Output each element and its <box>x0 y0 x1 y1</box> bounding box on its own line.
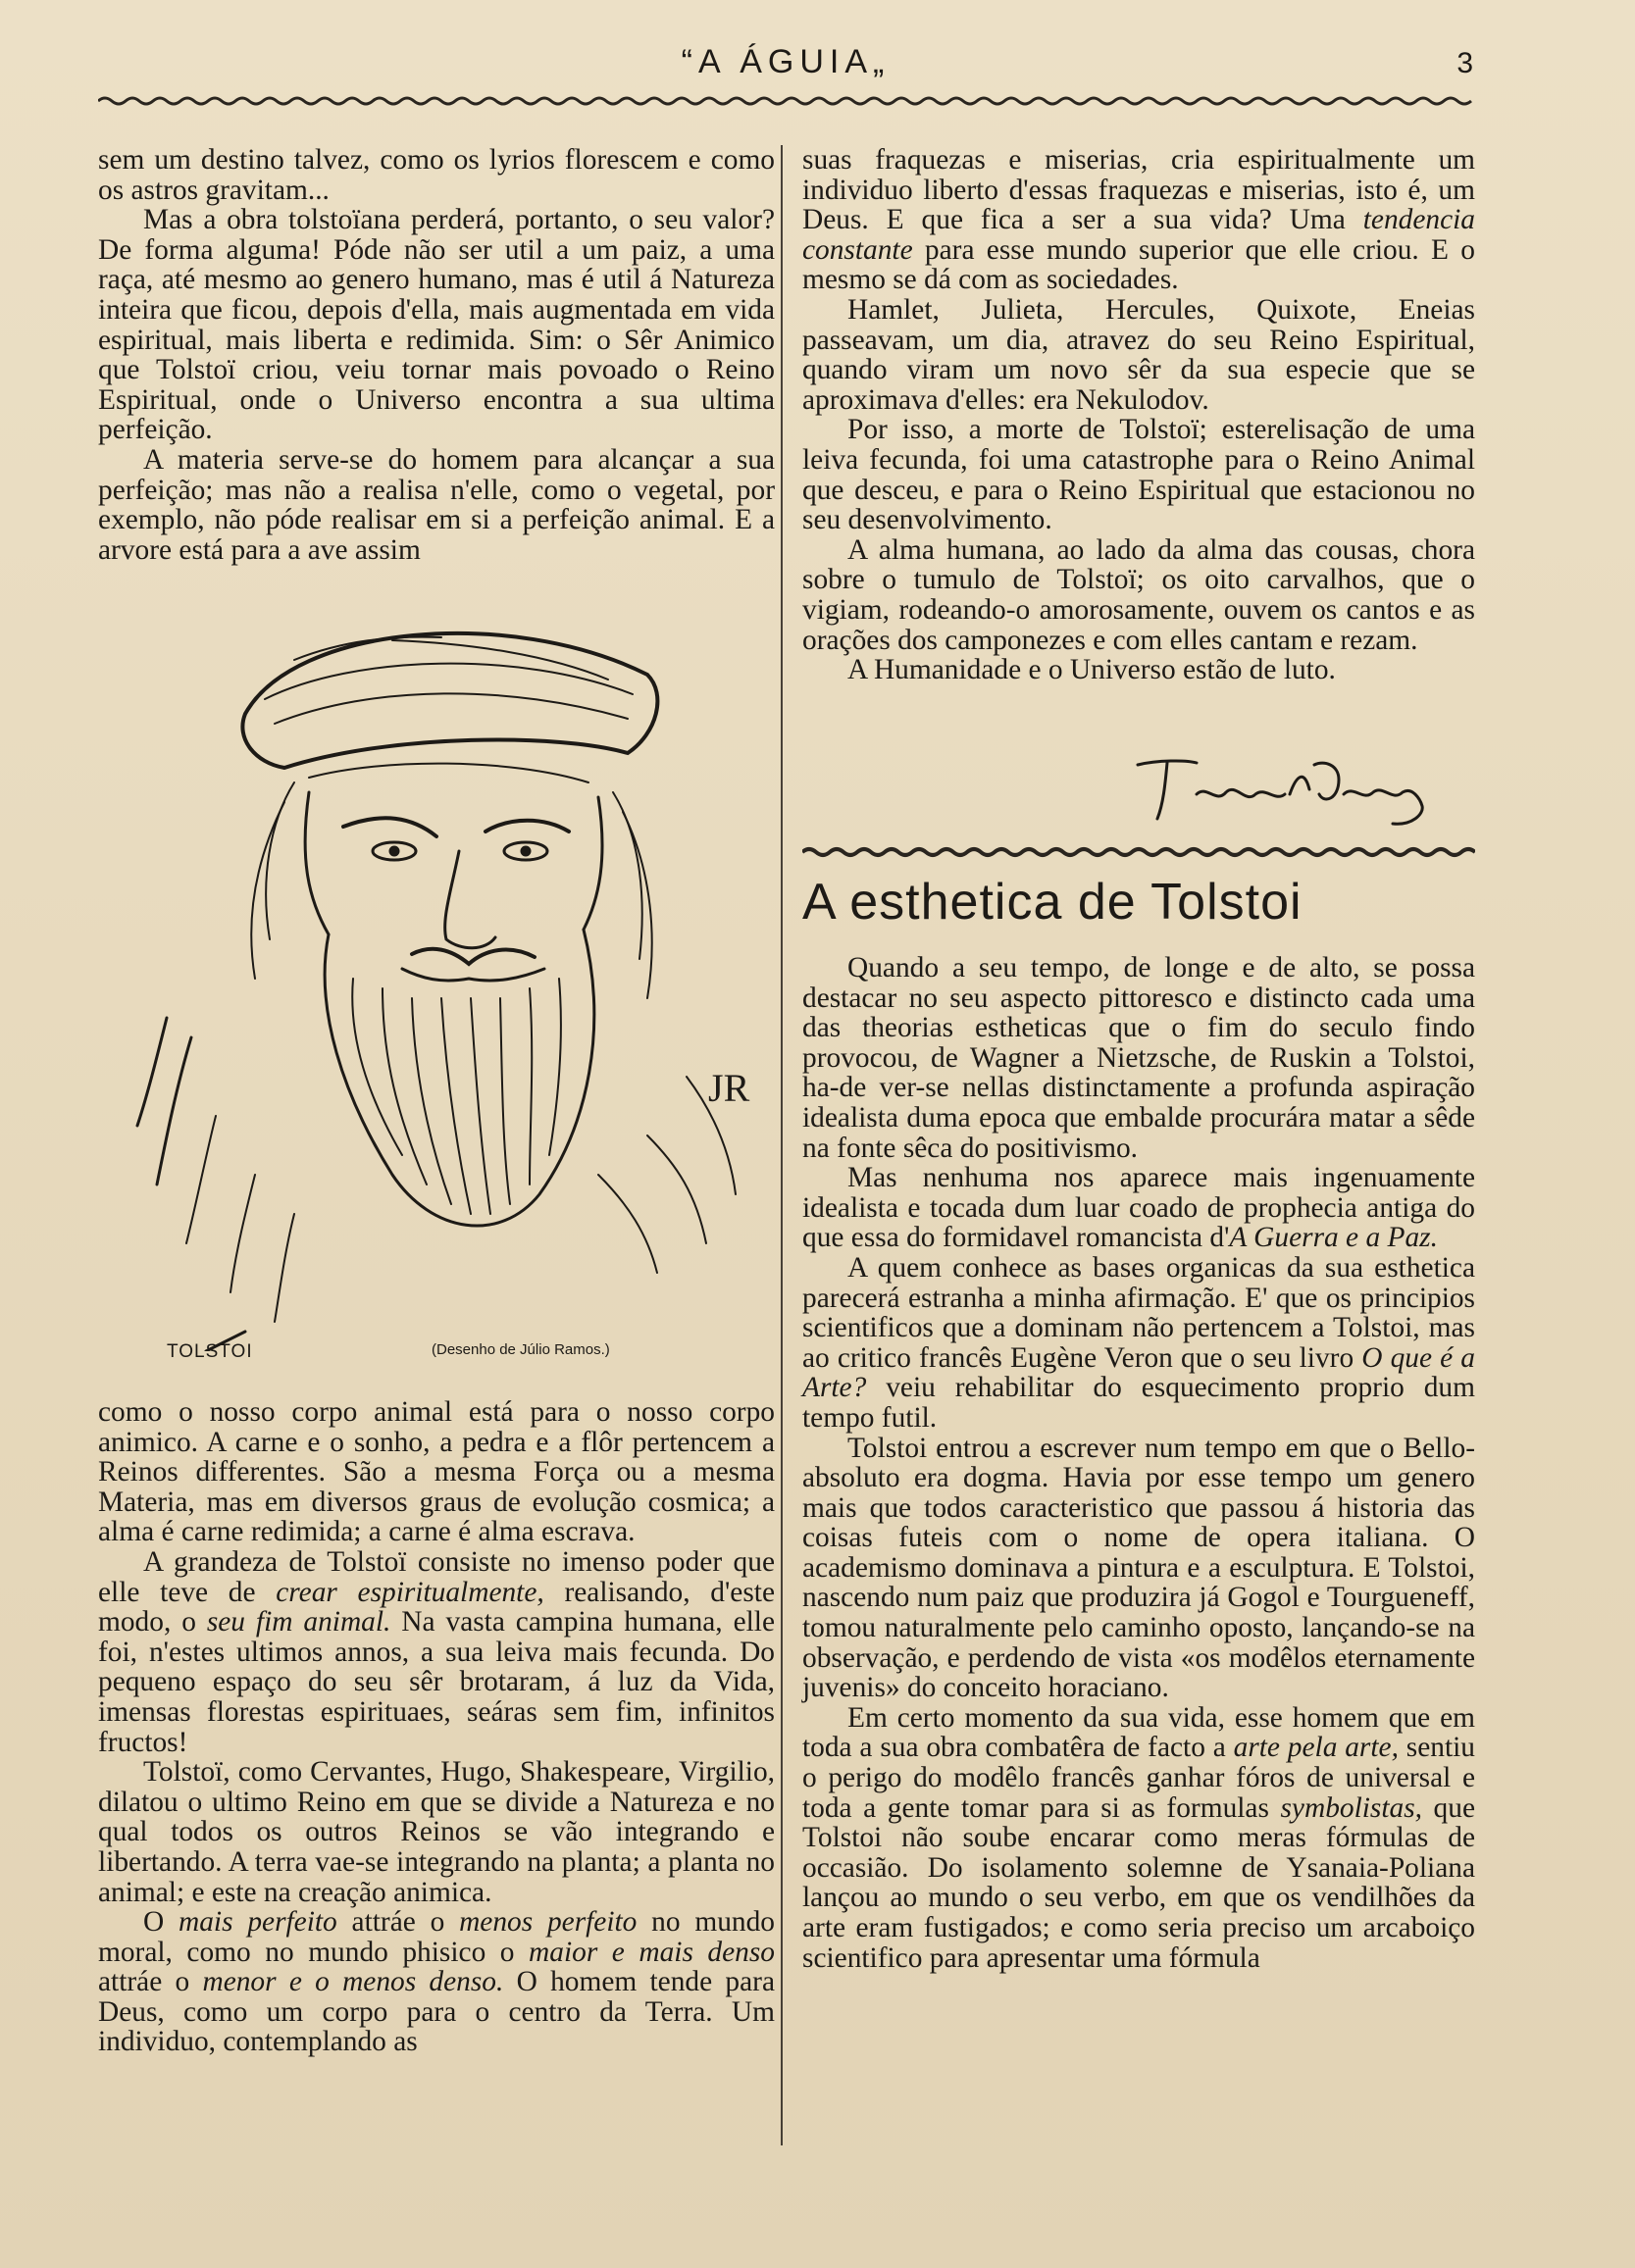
tolstoi-portrait-illustration <box>98 567 775 1351</box>
paragraph: Mas nenhuma nos aparece mais ingenuamente idealista e tocada dum luar coado de prophecia antiga do que essa do formidavel romancista d'A Guerra e a Paz. <box>802 1162 1475 1254</box>
paragraph: Quando a seu tempo, de longe e de alto, se possa destacar no seu aspecto pittoresco e distincto cada uma das theorias estheticas que o fim do seculo findo provocou, de Wagner a Nietzsche, de Ruskin a Tolstoi, ha-de ver-se nellas distinctamente a profunda aspiração idealista duma epoca que embalde procurára matar a sêde na fonte sêca do positivismo. <box>802 952 1475 1164</box>
paragraph: A materia serve-se do homem para alcançar a sua perfeição; mas não a realisa n'elle, como o vegetal, por exemplo, não póde realisar em si a perfeição animal. E a arvore está para a ave assim <box>98 443 775 566</box>
paragraph: Mas a obra tolstoïana perderá, portanto, o seu valor? De forma alguma! Póde não ser util a um paiz, a uma raça, até mesmo ao genero humano, mas é util á Natureza inteira que ficou, depois d'ella, mais augmentada em vida espiritual, mais liberta e redimida. Sim: o Sêr Animico que Tolstoï criou, veiu tornar mais povoado o Reino Espiritual, onde o Universo encontra a sua ultima perfeição. <box>98 204 775 446</box>
illustration-caption-subject: TOLSTOI <box>167 1341 253 1362</box>
right-column-top <box>802 145 1475 685</box>
paragraph: sem um destino talvez, como os lyrios florescem e como os astros gravitam... <box>98 144 775 206</box>
illustration-caption-credit: (Desenho de Júlio Ramos.) <box>432 1341 610 1358</box>
header-ornamental-rule <box>98 94 1476 108</box>
paragraph: Hamlet, Julieta, Hercules, Quixote, Eneias passeavam, um dia, atravez do seu Reino Espiritual, quando viram um novo sêr da sua especie que se aproximava d'elles: era Nekulodov. <box>802 293 1475 416</box>
paragraph: O mais perfeito attráe o menos perfeito no mundo moral, como no mundo phisico o maior e mais denso attráe o menor e o menos denso. O homem tende para Deus, como um corpo para o centro da Terra. Um individuo, contemplando as <box>98 1906 775 2058</box>
paragraph: A quem conhece as bases organicas da sua esthetica parecerá estranha a minha afirmação. E' que os principios scientificos que a dominam não pertencem a Tolstoi, mas ao critico francês Eugène Veron que o seu livro O que é a Arte? veiu rehabilitar do esquecimento proprio dum tempo futil. <box>802 1251 1475 1434</box>
handwritten-signature <box>1128 745 1432 833</box>
paragraph: A alma humana, ao lado da alma das cousas, chora sobre o tumulo de Tolstoï; os oito carvalhos, que o vigiam, rodeando-o amorosamente, ouvem os cantos e as orações dos camponezes e com elles cantam e rezam. <box>802 533 1475 656</box>
paragraph: Em certo momento da sua vida, esse homem que em toda a sua obra combatêra de facto a arte pela arte, sentiu o perigo do modêlo francês ganhar fóros de universal e toda a gente tomar para si as formulas symbolistas, que Tolstoi não soube encarar como meras fórmulas de occasião. Do isolamento solemne de Ysanaia-Poliana lançou ao mundo o seu verbo, em que os vendilhões da arte eram fustigados; e como seria preciso um arcaboiço scientifico para apresentar uma fórmula <box>802 1701 1475 1974</box>
paragraph: A Humanidade e o Universo estão de luto. <box>847 654 1336 686</box>
article-body <box>802 953 1475 1973</box>
paragraph: A grandeza de Tolstoï consiste no imenso poder que elle teve de crear espiritualmente, realisando, d'este modo, o seu fim animal. Na vasta campina humana, elle foi, n'estes ultimos annos, a sua leiva mais fecunda. Do pequeno espaço do seu sêr brotaram, á luz da Vida, imensas florestas espirituaes, seáras sem fim, infinitos fructos! <box>98 1545 775 1758</box>
paragraph: como o nosso corpo animal está para o nosso corpo animico. A carne e o sonho, a pedra e a flôr pertencem a Reinos differentes. São a mesma Força ou a mesma Materia, mas em diversos graus de evolução cosmica; a alma é carne redimida; a carne é alma escrava. <box>98 1396 775 1548</box>
page-number: 3 <box>1456 47 1473 79</box>
paragraph: Por isso, a morte de Tolstoï; esterelisação de uma leiva fecunda, foi uma catastrophe para o Reino Animal que desceu, e para o Reino Espiritual que estacionou no seu desenvolvimento. <box>802 414 1475 536</box>
left-column-top <box>98 145 775 565</box>
paragraph: Tolstoï, como Cervantes, Hugo, Shakespeare, Virgilio, dilatou o ultimo Reino em que se divide a Natureza e no qual todos os outros Reinos se vão integrando e libertando. A terra vae-se integrando na planta; a planta no animal; e este na creação animica. <box>98 1756 775 1908</box>
column-divider <box>781 145 783 2145</box>
page-header <box>98 43 1473 82</box>
paragraph: Tolstoi entrou a escrever num tempo em que o Bello-absoluto era dogma. Havia por esse tempo um genero mais que todos caracteristico que passou á historia das coisas futeis com o nome de opera italiana. O academismo dominava a pintura e a esculptura. E Tolstoi, nascendo num paiz que produzira já Gogol e Tourgueneff, tomou naturalmente pelo caminho oposto, lançando-se na observação, e perdendo de vista «os modêlos eternamente juvenis» do conceito horaciano. <box>802 1432 1475 1704</box>
left-column-bottom <box>98 1397 775 2057</box>
running-title: “A ÁGUIA„ <box>681 43 891 80</box>
paragraph: suas fraquezas e miserias, cria espiritualmente um individuo liberto d'essas fraquezas e miserias, isto é, um Deus. E que fica a ser a sua vida? Uma tendencia constante para esse mundo superior que elle criou. E o mesmo se dá com as sociedades. <box>802 144 1475 296</box>
article-separator-rule <box>802 845 1475 859</box>
artist-monogram: JR <box>708 1066 750 1110</box>
article-title: A esthetica de Tolstoi <box>802 874 1303 931</box>
